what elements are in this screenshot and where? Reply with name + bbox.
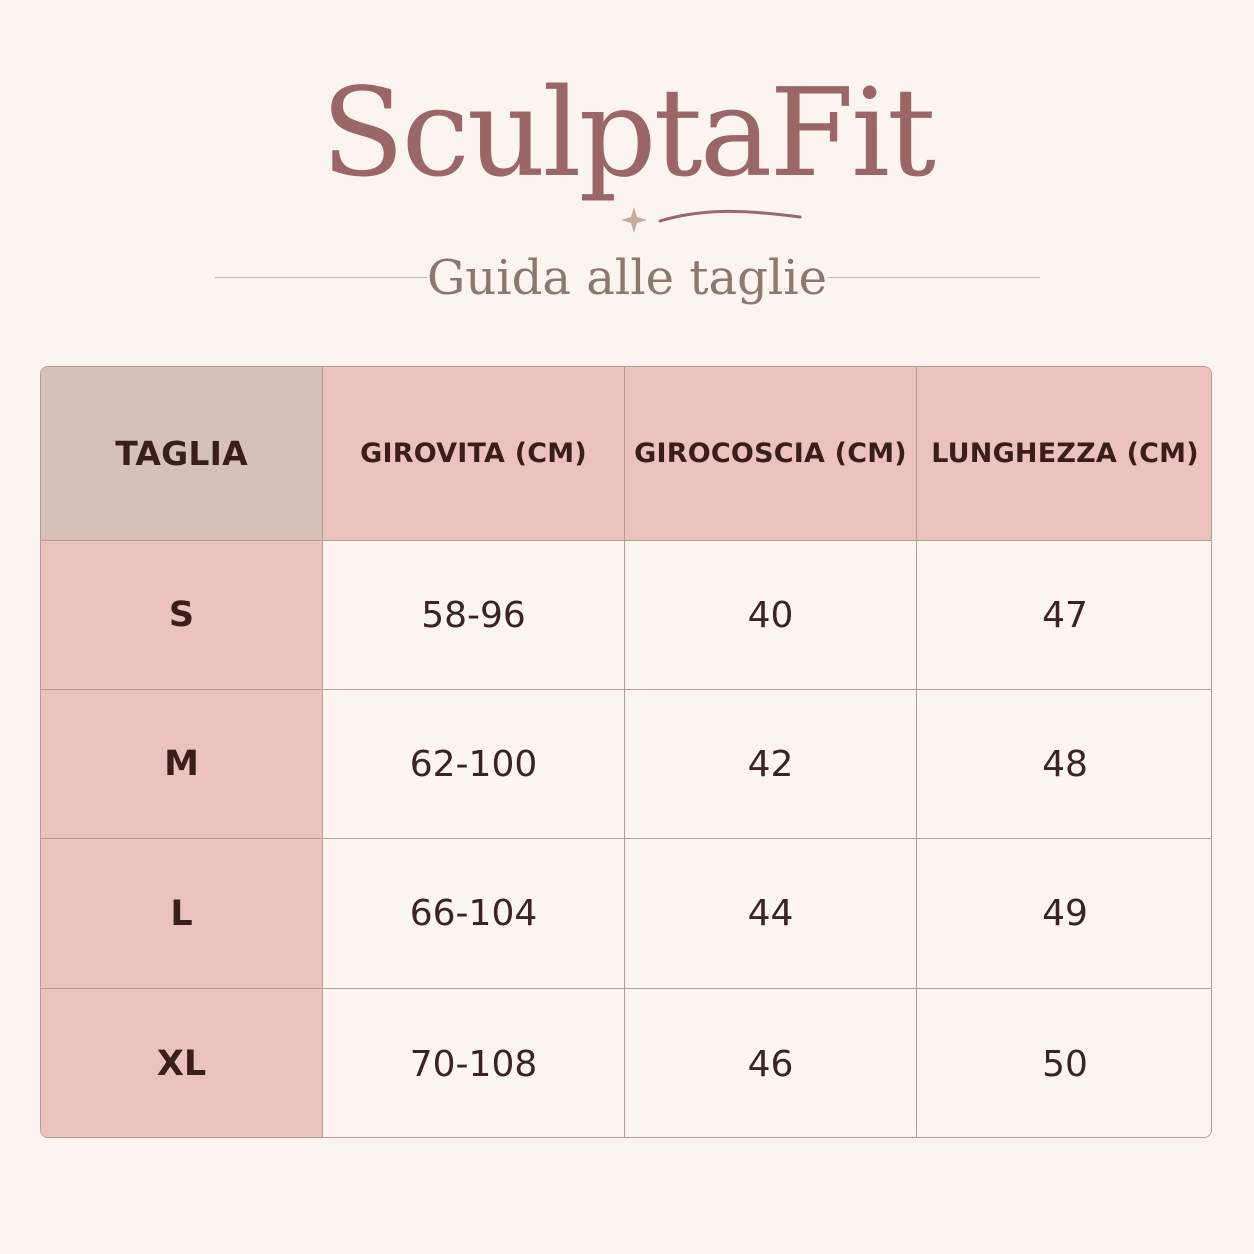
girovita-cell: 58-96 <box>323 541 625 690</box>
girovita-cell: 62-100 <box>323 690 625 839</box>
size-cell: S <box>41 541 323 690</box>
lunghezza-cell: 49 <box>917 839 1212 989</box>
girocoscia-cell: 42 <box>625 690 917 839</box>
page-subtitle: Guida alle taglie <box>427 250 827 306</box>
divider-right <box>828 277 1040 278</box>
header-girocoscia: GIROCOSCIA (CM) <box>625 367 917 541</box>
header-girovita: GIROVITA (CM) <box>323 367 625 541</box>
girocoscia-cell: 44 <box>625 839 917 989</box>
girocoscia-cell: 46 <box>625 989 917 1138</box>
subtitle-row <box>0 246 1254 310</box>
lunghezza-cell: 47 <box>917 541 1212 690</box>
brand-logo: SculptaFit <box>320 62 934 204</box>
size-chart-table <box>40 366 1212 1138</box>
girocoscia-cell: 40 <box>625 541 917 690</box>
size-cell: L <box>41 839 323 989</box>
lunghezza-cell: 48 <box>917 690 1212 839</box>
flourish-ornament <box>610 203 810 235</box>
girovita-cell: 70-108 <box>323 989 625 1138</box>
lunghezza-cell: 50 <box>917 989 1212 1138</box>
size-cell: M <box>41 690 323 839</box>
header-taglia: TAGLIA <box>41 367 323 541</box>
size-cell: XL <box>41 989 323 1138</box>
header-lunghezza: LUNGHEZZA (CM) <box>917 367 1212 541</box>
girovita-cell: 66-104 <box>323 839 625 989</box>
